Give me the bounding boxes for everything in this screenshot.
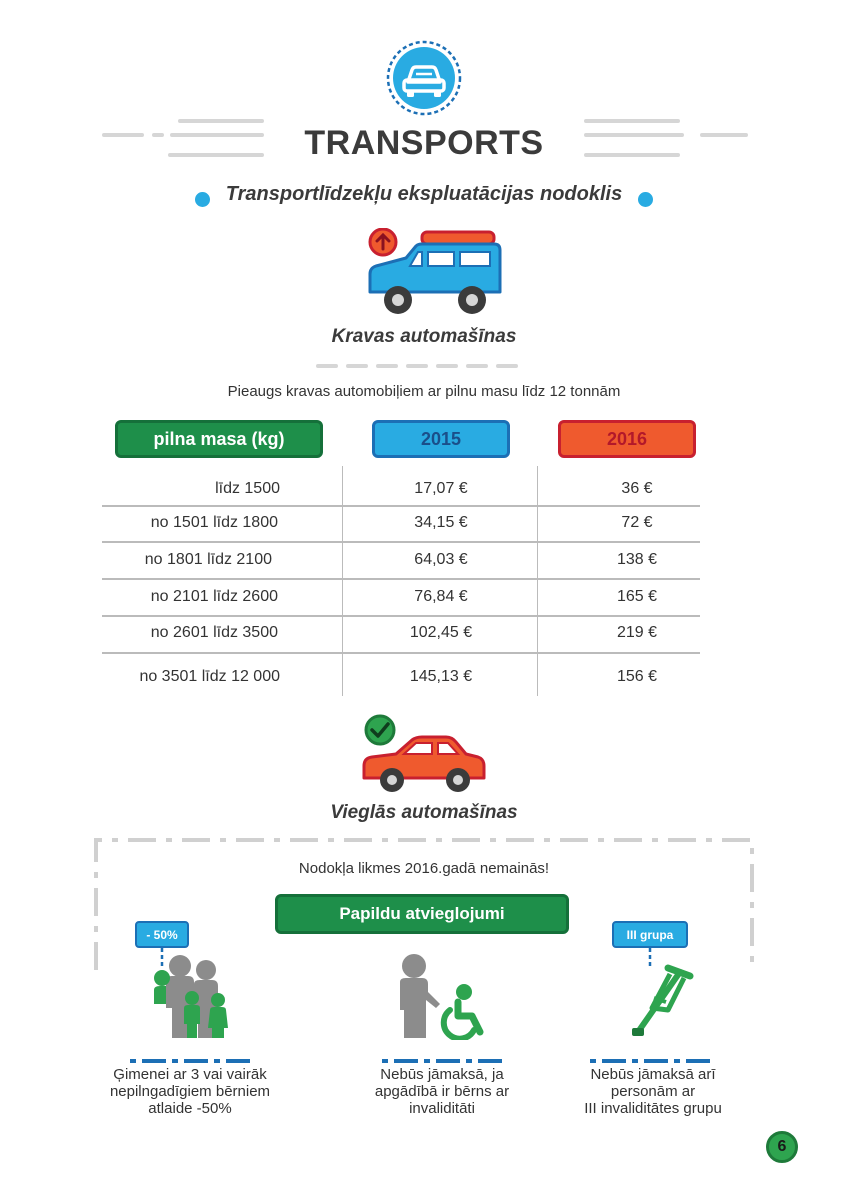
discount-tag: - 50% [135,921,189,948]
cell-mass: no 3501 līdz 12 000 [139,668,280,685]
cell-mass: no 2601 līdz 3500 [150,624,278,641]
crutch-icon [620,948,700,1040]
table-row-divider [102,505,700,507]
cell-2016: 36 € [621,480,653,497]
cell-mass: no 2101 līdz 2600 [150,588,278,605]
cell-2016: 156 € [616,668,658,685]
cell-2015: 145,13 € [409,668,473,685]
cars-label: Vieglās automašīnas [330,802,518,823]
cell-2016: 72 € [621,514,653,531]
cell-2016: 219 € [616,624,658,641]
caption-underline [590,1050,710,1054]
table-row-divider [102,615,700,617]
trucks-label: Kravas automašīnas [331,326,517,347]
wheelchair-icon [392,952,492,1040]
benefit-caption: Nebūs jāmaksā, ja apgādībā ir bērns ar invaliditāti [374,1066,510,1117]
group-tag: III grupa [612,921,688,948]
benefits-title: Papildu atvieglojumi [275,894,569,934]
truck-icon [362,228,508,318]
cars-note: Nodokļa likmes 2016.gadā nemainās! [298,860,550,877]
bullet-dot-right [638,192,653,207]
benefit-caption: Nebūs jāmaksā arī personām ar III invaliditātes grupu [584,1066,722,1117]
page-title: TRANSPORTS [304,124,544,162]
table-divider [537,466,538,696]
cell-mass: no 1801 līdz 2100 [144,551,272,568]
benefit-caption: Ģimenei ar 3 vai vairāk nepilngadīgiem bērniem atlaide -50% [109,1066,271,1117]
family-icon [140,948,240,1040]
table-row-divider [102,578,700,580]
car-icon [386,40,462,116]
cell-mass: no 1501 līdz 1800 [150,514,278,531]
header-2016: 2016 [558,420,696,458]
header-2015: 2015 [372,420,510,458]
trucks-intro: Pieaugs kravas automobiļiem ar pilnu masu līdz 12 tonnām [227,383,621,400]
cell-2015: 34,15 € [414,514,468,531]
passenger-car-icon [360,712,488,796]
cell-mass: līdz 1500 [215,480,280,497]
header-mass: pilna masa (kg) [115,420,323,458]
cell-2015: 64,03 € [414,551,468,568]
page-number: 6 [766,1131,798,1163]
cell-2016: 138 € [616,551,658,568]
cell-2016: 165 € [616,588,658,605]
cell-2015: 76,84 € [414,588,468,605]
table-divider [342,466,343,696]
caption-underline [130,1050,250,1054]
page-subtitle: Transportlīdzekļu ekspluatācijas nodoklis [225,183,623,205]
cell-2015: 17,07 € [414,480,468,497]
caption-underline [382,1050,502,1054]
table-row-divider [102,652,700,654]
table-row-divider [102,541,700,543]
cell-2015: 102,45 € [409,624,473,641]
